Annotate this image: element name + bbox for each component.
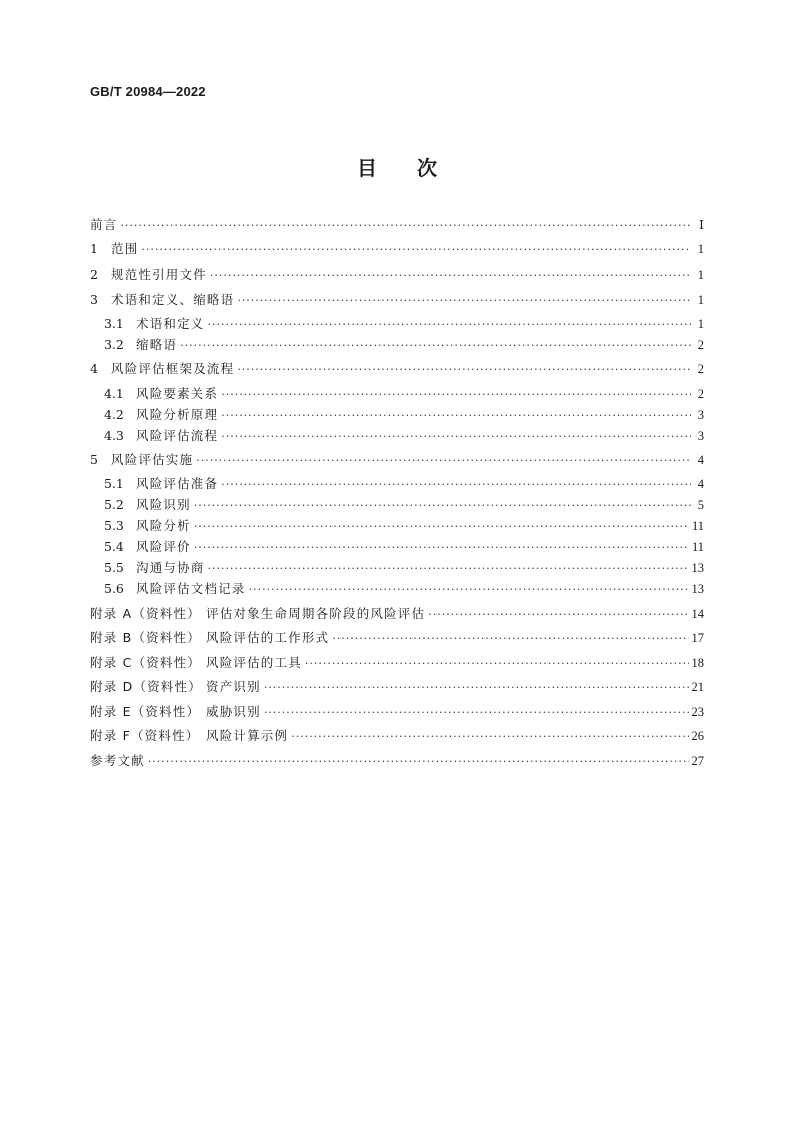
toc-entry-number: 附录 A（资料性） (90, 606, 201, 621)
toc-entry-page: 3 (697, 408, 704, 422)
toc-entry-annex-c[interactable] (90, 653, 704, 673)
toc-leader-dots (208, 315, 691, 335)
toc-entry-title: 风险评估准备 (136, 476, 219, 491)
toc-entry-page: 21 (691, 680, 704, 694)
toc-entry-page: 4 (697, 477, 704, 491)
toc-entry-4-3[interactable] (104, 426, 704, 446)
toc-entry-5[interactable] (90, 450, 704, 470)
toc-entry-annex-a[interactable] (90, 604, 704, 624)
toc-entry-page: 1 (697, 242, 704, 256)
toc-leader-dots (221, 475, 691, 495)
toc-entry-number: 2 (90, 267, 98, 282)
toc-entry-number: 4.1 (104, 386, 124, 401)
toc-leader-dots (180, 336, 691, 356)
toc-entry-5-4[interactable] (104, 537, 704, 557)
toc-entry-number: 附录 B（资料性） (90, 630, 201, 645)
toc-entry-title: 前言 (90, 217, 118, 232)
toc-leader-dots (194, 517, 689, 537)
toc-entry-number: 3.1 (104, 316, 124, 331)
toc-entry-number: 5 (90, 452, 98, 467)
toc-entry-page: 14 (691, 607, 704, 621)
toc-leader-dots (249, 580, 689, 600)
toc-entry-number: 5.1 (104, 476, 124, 491)
toc-entry-page: 2 (697, 338, 704, 352)
toc-leader-dots (194, 538, 689, 558)
toc-entry-number: 4 (90, 361, 98, 376)
toc-entry-page: 11 (691, 540, 704, 554)
toc-entry-number: 4.2 (104, 407, 124, 422)
toc-entry-page: 2 (697, 387, 704, 401)
toc-entry-title: 风险要素关系 (136, 386, 219, 401)
toc-entry-title: 风险评估流程 (136, 428, 219, 443)
toc-leader-dots (291, 727, 688, 747)
toc-entry-number: 5.3 (104, 518, 124, 533)
toc-entry-3-1[interactable] (104, 314, 704, 334)
toc-leader-dots (264, 703, 689, 723)
toc-leader-dots (194, 496, 691, 516)
toc-entry-5-6[interactable] (104, 579, 704, 599)
toc-entry-page: 5 (697, 498, 704, 512)
toc-leader-dots (196, 451, 691, 471)
toc-entry-number: 5.2 (104, 497, 124, 512)
standard-number: GB/T 20984—2022 (90, 84, 206, 99)
toc-entry-page: 26 (691, 729, 704, 743)
toc-leader-dots (305, 654, 689, 674)
toc-leader-dots (210, 266, 691, 286)
page-title: 目次 (357, 156, 477, 180)
toc-entry-page: 1 (697, 293, 704, 307)
toc-entry-page: 11 (691, 519, 704, 533)
toc-leader-dots (264, 678, 689, 698)
toc-entry-page: 23 (691, 705, 704, 719)
toc-entry-annex-e[interactable] (90, 702, 704, 722)
toc-leader-dots (332, 629, 688, 649)
toc-entry-page: 4 (697, 453, 704, 467)
toc-entry-number: 4.3 (104, 428, 124, 443)
toc-entry-number: 1 (90, 241, 98, 256)
toc-entry-title: 参考文献 (90, 753, 145, 768)
toc-entry-number: 5.6 (104, 581, 124, 596)
toc-entry-5-2[interactable] (104, 495, 704, 515)
toc-entry-title: 风险评估的工具 (206, 655, 302, 670)
toc-entry-foreword[interactable] (90, 215, 704, 235)
toc-entry-page: Ⅰ (699, 218, 704, 232)
toc-entry-4[interactable] (90, 359, 704, 379)
toc-entry-page: 27 (691, 754, 704, 768)
toc-entry-3[interactable] (90, 290, 704, 310)
toc-entry-5-3[interactable] (104, 516, 704, 536)
toc-entry-title: 沟通与协商 (136, 560, 205, 575)
toc-entry-4-2[interactable] (104, 405, 704, 425)
toc-entry-page: 3 (697, 429, 704, 443)
toc-entry-page: 2 (697, 362, 704, 376)
toc-entry-5-5[interactable] (104, 558, 704, 578)
toc-entry-bibliography[interactable] (90, 751, 704, 771)
toc-entry-title: 风险识别 (136, 497, 191, 512)
toc-entry-number: 附录 D（资料性） (90, 679, 202, 694)
toc-entry-title: 风险计算示例 (206, 728, 289, 743)
toc-entry-page: 1 (697, 317, 704, 331)
toc-entry-number: 附录 C（资料性） (90, 655, 202, 670)
toc-entry-3-2[interactable] (104, 335, 704, 355)
toc-entry-5-1[interactable] (104, 474, 704, 494)
toc-entry-page: 13 (691, 561, 704, 575)
toc-leader-dots (141, 240, 691, 260)
toc-entry-title: 术语和定义、缩略语 (111, 292, 235, 307)
toc-entry-number: 3.2 (104, 337, 124, 352)
toc-entry-number: 5.4 (104, 539, 124, 554)
toc-leader-dots (221, 385, 691, 405)
toc-entry-title: 术语和定义 (136, 316, 205, 331)
toc-entry-title: 威胁识别 (206, 704, 261, 719)
toc-entry-number: 5.5 (104, 560, 124, 575)
toc-entry-page: 18 (691, 656, 704, 670)
toc-entry-title: 风险评估实施 (111, 452, 194, 467)
toc-entry-annex-f[interactable] (90, 726, 704, 746)
toc-leader-dots (208, 559, 689, 579)
toc-entry-page: 1 (697, 268, 704, 282)
toc-entry-title: 评估对象生命周期各阶段的风险评估 (206, 606, 426, 621)
toc-entry-title: 资产识别 (206, 679, 261, 694)
toc-leader-dots (237, 291, 691, 311)
toc-entry-1[interactable] (90, 239, 704, 259)
toc-leader-dots (221, 406, 691, 426)
toc-entry-4-1[interactable] (104, 384, 704, 404)
toc-entry-title: 风险分析原理 (136, 407, 219, 422)
toc-leader-dots (148, 752, 689, 772)
toc-entry-title: 风险评估的工作形式 (206, 630, 330, 645)
toc-entry-annex-b[interactable] (90, 628, 704, 648)
toc-leader-dots (120, 216, 691, 236)
toc-leader-dots (428, 605, 688, 625)
toc-entry-number: 附录 E（资料性） (90, 704, 201, 719)
toc-entry-page: 17 (691, 631, 704, 645)
toc-entry-title: 风险分析 (136, 518, 191, 533)
toc-entry-title: 风险评估框架及流程 (111, 361, 235, 376)
toc-entry-title: 风险评价 (136, 539, 191, 554)
toc-entry-title: 范围 (111, 241, 139, 256)
toc-entry-number: 附录 F（资料性） (90, 728, 200, 743)
toc-entry-title: 缩略语 (136, 337, 178, 352)
toc-leader-dots (237, 360, 691, 380)
toc-entry-title: 规范性引用文件 (111, 267, 207, 282)
toc-entry-annex-d[interactable] (90, 677, 704, 697)
toc-entry-page: 13 (691, 582, 704, 596)
toc-entry-number: 3 (90, 292, 98, 307)
toc-entry-2[interactable] (90, 265, 704, 285)
toc-leader-dots (221, 427, 691, 447)
toc-entry-title: 风险评估文档记录 (136, 581, 246, 596)
